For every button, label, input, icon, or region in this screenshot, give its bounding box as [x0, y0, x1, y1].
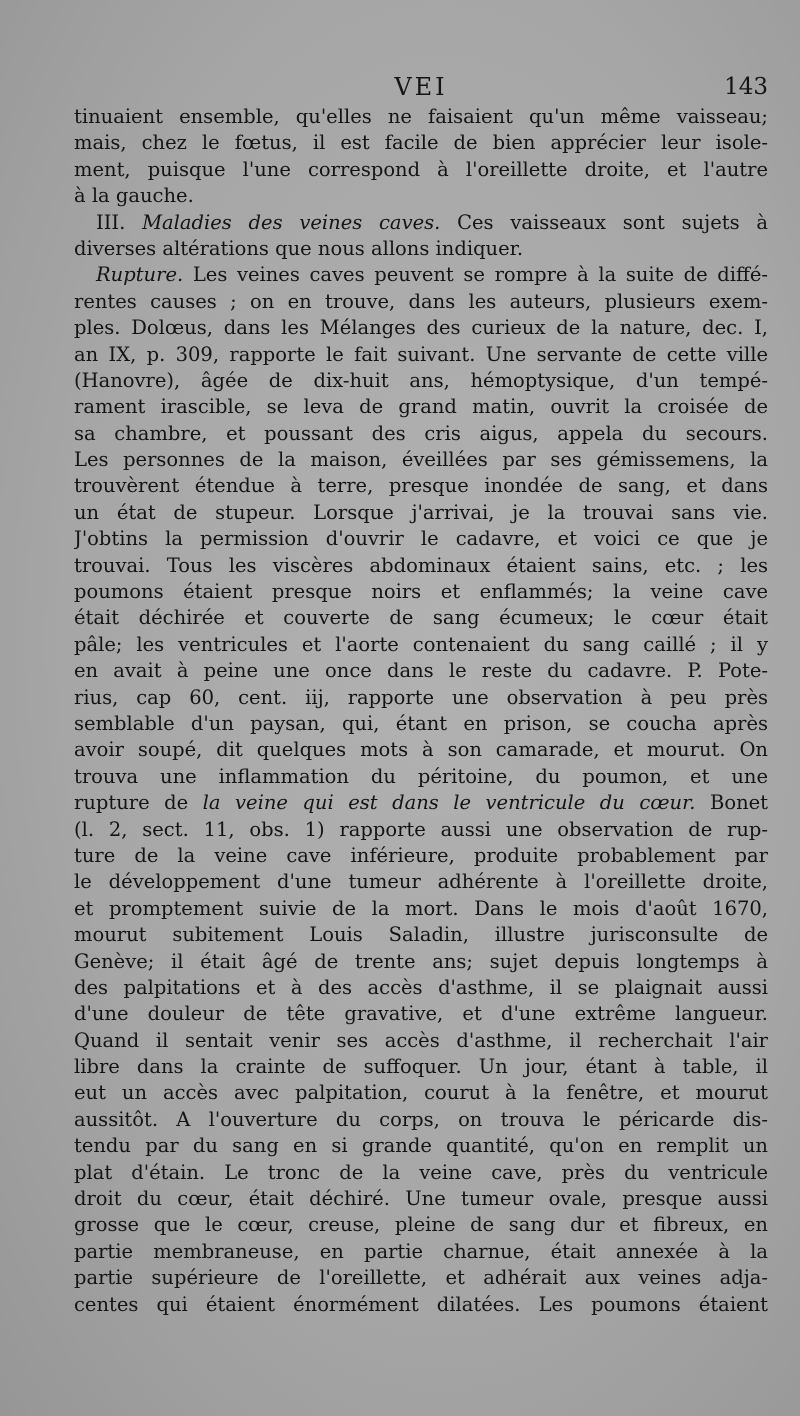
text-line — [74, 1107, 768, 1133]
text-line — [74, 210, 768, 236]
text-span: Genève; il était âgé de trente ans; sujet depuis longtemps à — [74, 949, 768, 973]
text-line — [74, 632, 768, 658]
text-line — [74, 949, 768, 975]
text-span: avoir soupé, dit quelques mots à son camarade, et mourut. On — [74, 738, 768, 762]
running-title: VEI — [394, 73, 448, 101]
italic-span: Rupture. — [96, 263, 184, 287]
text-line — [74, 500, 768, 526]
text-line — [74, 1265, 768, 1291]
text-line — [74, 1212, 768, 1238]
text-line — [74, 605, 768, 631]
text-span: mais, chez le fœtus, il est facile de bien apprécier leur isole- — [74, 131, 768, 155]
text-line — [74, 421, 768, 447]
text-line — [74, 157, 768, 183]
text-line — [74, 843, 768, 869]
text-line — [74, 764, 768, 790]
text-span: poumons étaient presque noirs et enflammés; la veine cave — [74, 580, 768, 604]
text-span: le développement d'une tumeur adhérente à l'oreillette droite, — [74, 870, 768, 894]
text-line — [74, 817, 768, 843]
text-line — [74, 711, 768, 737]
text-span: ples. Dolœus, dans les Mélanges des curieux de la nature, dec. I, — [74, 316, 768, 340]
text-span: III. — [96, 210, 126, 234]
text-span: J'obtins la permission d'ouvrir le cadavre, et voici ce que je — [74, 527, 768, 551]
text-span: en avait à peine une once dans le reste du cadavre. P. Pote- — [74, 659, 768, 683]
text-span: libre dans la crainte de suffoquer. Un jour, étant à table, il — [74, 1055, 768, 1079]
text-span: semblable d'un paysan, qui, étant en prison, se coucha après — [74, 711, 768, 735]
page-number: 143 — [724, 74, 768, 100]
text-line — [74, 1001, 768, 1027]
text-line — [74, 1054, 768, 1080]
text-line — [74, 553, 768, 579]
text-line — [74, 1239, 768, 1265]
text-line — [74, 790, 768, 816]
text-span: était déchirée et couverte de sang écumeux; le cœur était — [74, 606, 768, 630]
text-line — [74, 922, 768, 948]
text-span: un état de stupeur. Lorsque j'arrivai, je la trouvai sans vie. — [74, 500, 768, 524]
text-span: à la gauche. — [74, 184, 194, 208]
page-header — [74, 70, 768, 104]
text-line — [74, 1292, 768, 1318]
text-span: an IX, p. 309, rapporte le fait suivant. Une servante de cette ville — [74, 342, 768, 366]
text-span: trouva une inflammation du péritoine, du poumon, et une — [74, 764, 768, 788]
text-line — [74, 368, 768, 394]
text-span: Les personnes de la maison, éveillées par ses gémissemens, la — [74, 448, 768, 472]
text-span: diverses altérations que nous allons indiquer. — [74, 236, 524, 260]
text-span: pâle; les ventricules et l'aorte contenaient du sang caillé ; il y — [74, 632, 768, 656]
text-line — [74, 447, 768, 473]
italic-span: Maladies des veines caves. — [142, 210, 441, 234]
text-span: sa chambre, et poussant des cris aigus, appela du secours. — [74, 421, 768, 445]
text-line — [74, 658, 768, 684]
text-line — [74, 394, 768, 420]
text-line — [74, 104, 768, 130]
text-span: trouvai. Tous les viscères abdominaux étaient sains, etc. ; les — [74, 553, 768, 577]
text-span: centes qui étaient énormément dilatées. Les poumons étaient — [74, 1292, 768, 1316]
text-line — [74, 685, 768, 711]
text-span: partie membraneuse, en partie charnue, était annexée à la — [74, 1239, 768, 1263]
text-span: mourut subitement Louis Saladin, illustre jurisconsulte de — [74, 923, 768, 947]
text-span: tendu par du sang en si grande quantité, qu'on en remplit un — [74, 1134, 768, 1158]
text-line — [74, 236, 768, 262]
text-line — [74, 315, 768, 341]
text-line — [74, 1160, 768, 1186]
text-span: trouvèrent étendue à terre, presque inondée de sang, et dans — [74, 474, 768, 498]
text-span: droit du cœur, était déchiré. Une tumeur ovale, presque aussi — [74, 1187, 768, 1211]
text-line — [74, 896, 768, 922]
body-text — [74, 104, 768, 1318]
text-line — [74, 342, 768, 368]
text-span: rius, cap 60, cent. iij, rapporte une observation à peu près — [74, 685, 768, 709]
text-span: grosse que le cœur, creuse, pleine de sang dur et fibreux, en — [74, 1213, 768, 1237]
text-line — [74, 737, 768, 763]
text-line — [74, 1186, 768, 1212]
italic-span: la veine qui est dans le ventricule du cœur. — [202, 791, 696, 815]
text-line — [74, 869, 768, 895]
text-span: (l. 2, sect. 11, obs. 1) rapporte aussi une observation de rup- — [74, 817, 768, 841]
text-line — [74, 473, 768, 499]
text-span: Quand il sentait venir ses accès d'asthme, il recherchait l'air — [74, 1028, 768, 1052]
text-span: eut un accès avec palpitation, courut à la fenêtre, et mourut — [74, 1081, 768, 1105]
text-span: rupture de — [74, 791, 189, 815]
text-span: d'une douleur de tête gravative, et d'une extrême langueur. — [74, 1002, 768, 1026]
text-span: (Hanovre), âgée de dix-huit ans, hémoptysique, d'un tempé- — [74, 368, 768, 392]
text-span: des palpitations et à des accès d'asthme, il se plaignait aussi — [74, 975, 768, 999]
text-span: ture de la veine cave inférieure, produite probablement par — [74, 843, 768, 867]
text-span: partie supérieure de l'oreillette, et adhérait aux veines adja- — [74, 1266, 768, 1290]
text-line — [74, 1028, 768, 1054]
text-line — [74, 975, 768, 1001]
text-line — [74, 289, 768, 315]
text-line — [74, 1080, 768, 1106]
text-line — [74, 579, 768, 605]
text-line — [74, 1133, 768, 1159]
text-span: tinuaient ensemble, qu'elles ne faisaient qu'un même vaisseau; — [74, 105, 768, 128]
text-span: aussitôt. A l'ouverture du corps, on trouva le péricarde dis- — [74, 1107, 768, 1131]
text-span: Ces vaisseaux sont sujets à — [457, 210, 768, 234]
text-span: Bonet — [710, 791, 768, 815]
text-span: plat d'étain. Le tronc de la veine cave, près du ventricule — [74, 1160, 768, 1184]
text-line — [74, 526, 768, 552]
text-span: rament irascible, se leva de grand matin, ouvrit la croisée de — [74, 395, 768, 419]
text-line — [74, 262, 768, 288]
text-span: et promptement suivie de la mort. Dans le mois d'août 1670, — [74, 896, 768, 920]
text-line — [74, 130, 768, 156]
text-span: ment, puisque l'une correspond à l'oreillette droite, et l'autre — [74, 157, 768, 181]
text-line — [74, 183, 768, 209]
text-span: rentes causes ; on en trouve, dans les auteurs, plusieurs exem- — [74, 289, 768, 313]
text-span: Les veines caves peuvent se rompre à la suite de diffé- — [192, 263, 768, 287]
